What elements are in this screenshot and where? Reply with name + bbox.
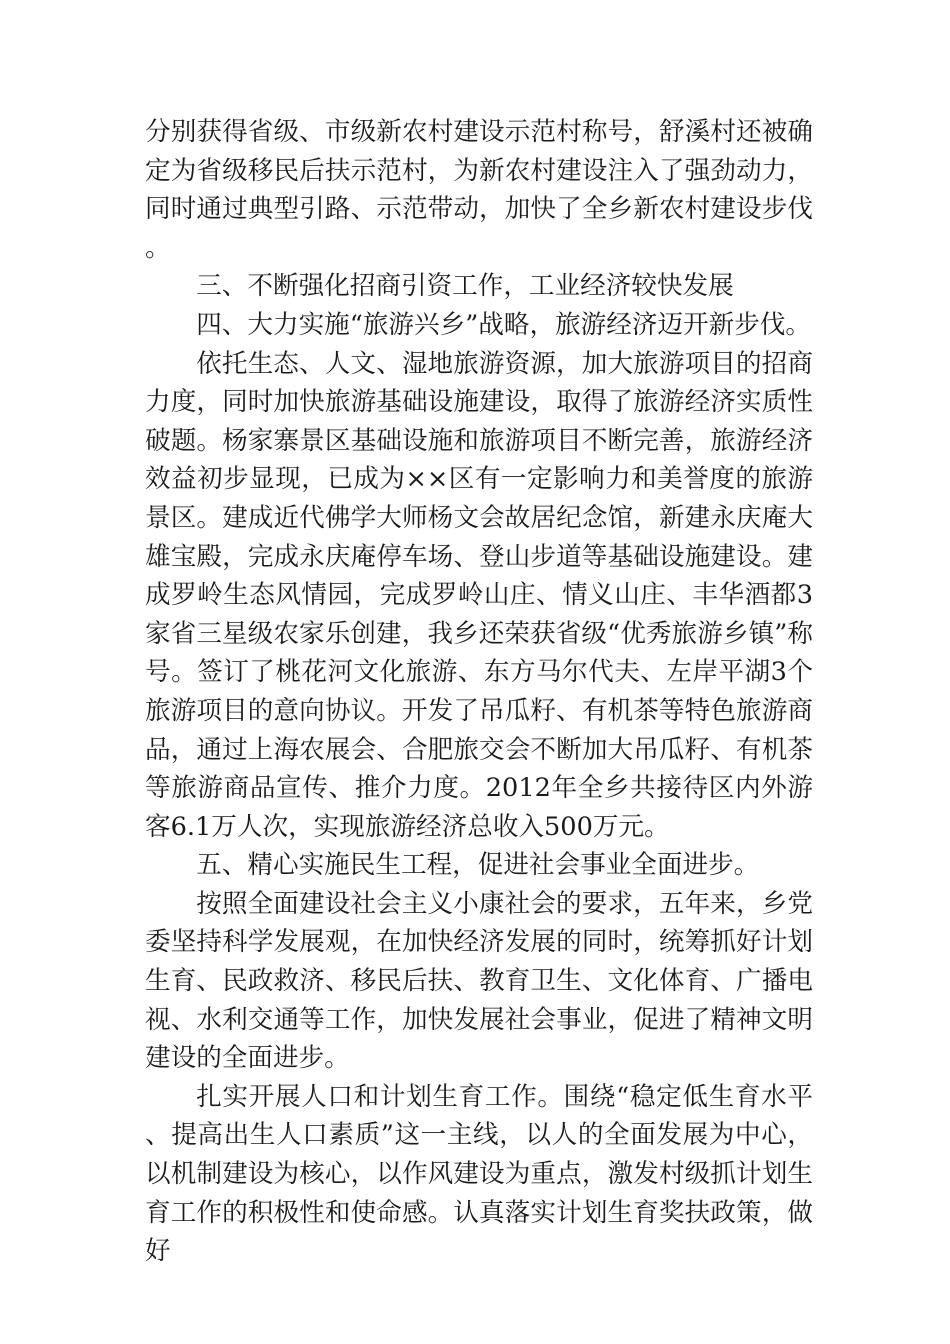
heading-section-three: 三、不断强化招商引资工作，工业经济较快发展 — [196, 271, 734, 302]
paragraph-livelihood: 按照全面建设社会主义小康社会的要求，五年来，乡党委坚持科学发展观，在加快经济发展的同时，统筹抓好计划生育、民政救济、移民后扶、教育卫生、文化体育、广播电视、水利交通等工作，加快发展社会事业，促进了精神文明建设的全面进步。 — [145, 888, 813, 1074]
paragraph-family-planning: 扎实开展人口和计划生育工作。围绕“稳定低生育水平、提高出生人口素质”这一主线，以人的全面发展为中心，以机制建设为核心，以作风建设为重点，激发村级抓计划生育工作的积极性和使命感。认真落实计划生育奖扶政策，做好 — [145, 1081, 813, 1267]
heading-section-five: 五、精心实施民生工程，促进社会事业全面进步。 — [196, 850, 760, 881]
heading-section-four: 四、大力实施“旅游兴乡”战略，旅游经济迈开新步伐。 — [196, 309, 812, 340]
paragraph-continuation: 分别获得省级、市级新农村建设示范村称号，舒溪村还被确定为省级移民后扶示范村，为新农村建设注入了强劲动力，同时通过典型引路、示范带动，加快了全乡新农村建设步伐。 — [145, 117, 813, 263]
paragraph-tourism: 依托生态、人文、湿地旅游资源，加大旅游项目的招商力度，同时加快旅游基础设施建设，取得了旅游经济实质性破题。杨家寨景区基础设施和旅游项目不断完善，旅游经济效益初步显现，已成为××区有一定影响力和美誉度的旅游景区。建成近代佛学大师杨文会故居纪念馆，新建永庆庵大雄宝殿，完成永庆庵停车场、登山步道等基础设施建设。建成罗岭生态风情园，完成罗岭山庄、情义山庄、丰华酒都3家省三星级农家乐创建，我乡还荣获省级“优秀旅游乡镇”称号。签订了桃花河文化旅游、东方马尔代夫、左岸平湖3个旅游项目的意向协议。开发了吊瓜籽、有机茶等特色旅游商品，通过上海农展会、合肥旅交会不断加大吊瓜籽、有机茶等旅游商品宣传、推介力度。2012年全乡共接待区内外游客6.1万人次，实现旅游经济总收入500万元。 — [145, 348, 813, 842]
document-page — [145, 113, 813, 1271]
